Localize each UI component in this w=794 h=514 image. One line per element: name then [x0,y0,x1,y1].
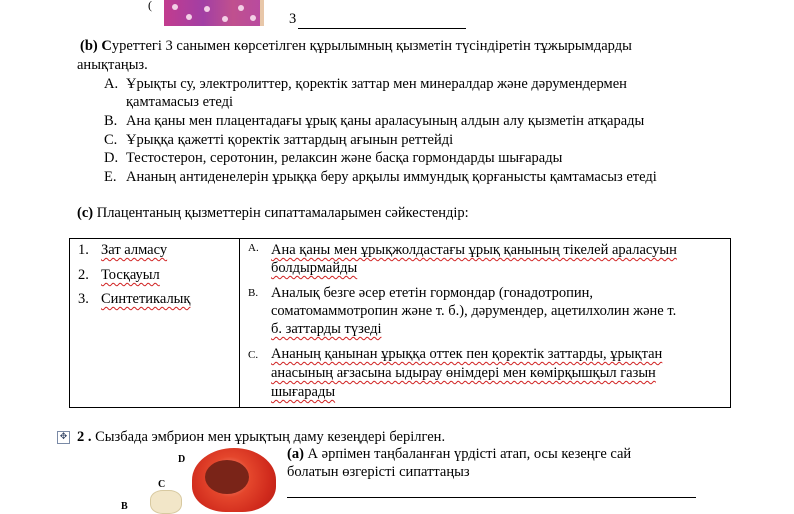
option-c-text: Ұрыққа қажетті қоректік заттардың ағынын реттейді [126,132,454,148]
option-b-text: Ана қаны мен плацентадағы ұрық қаны араласуының алдын алу қызметін атқарады [126,113,645,129]
right-item-c-line2: анасының ағзасына ыдырау өнімдері мен көмірқышқыл газын [271,365,656,381]
part-b-label: (b) [80,38,98,54]
matching-right-column [240,239,731,408]
matching-left-column [70,239,240,408]
sub-a-text-line1: А әрпімен таңбаланған үрдісті атап, осы кезеңге сай [307,446,632,462]
option-e-text: Ананың антиденелерін ұрыққа беру арқылы иммундық қорғанысты қамтамасыз етеді [126,169,657,185]
matching-table [69,238,731,408]
figure-label-b: B [121,501,128,512]
sub-a-line2: болатын өзгерісті сипаттаңыз [287,464,470,480]
part-b-prompt [80,38,632,55]
right-item-b-line2: соматомаммотропин және т. б.), дәрумендер, ацетилхолин және т. [271,303,677,319]
left-item-3-num: 3. [78,291,89,307]
thumbnail-mark: ( [148,0,152,12]
sub-a-line1 [287,446,631,463]
figure-thumbnail [164,0,262,26]
figure-label-d: D [178,454,186,465]
right-item-b-line3: б. заттарды түзеді [271,321,382,337]
option-d-text: Тестостерон, серотонин, релаксин және басқа гормондарды шығарады [126,150,563,166]
part-c-prompt [77,205,469,222]
option-d-letter: D. [104,150,119,166]
right-item-a-letter: A. [248,242,259,254]
option-b-letter: B. [104,113,118,129]
move-anchor-icon[interactable]: ✥ [57,431,70,444]
left-item-1-num: 1. [78,242,89,258]
option-e-letter: E. [104,169,117,185]
part-b-prompt-line2: анықтаңыз. [77,57,148,73]
question-2-text: Сызбада эмбрион мен ұрықтың даму кезеңдері берілген. [95,429,446,445]
left-item-2-num: 2. [78,267,89,283]
thumbnail-border [260,0,264,26]
option-c-letter: C. [104,132,118,148]
answer-blank-3[interactable] [298,28,466,29]
right-item-c-line3: шығарады [271,384,336,400]
left-item-3-text: Синтетикалық [101,291,191,307]
sub-a-label: (a) [287,446,304,462]
right-item-a-line1: Ана қаны мен ұрықжолдастағы ұрық қанының тікелей араласуын [271,242,677,258]
option-a-line2: қамтамасыз етеді [126,94,234,110]
part-b-prompt-line1: уреттегі 3 санымен көрсетілген құрылымның қызметін түсіндіретін тұжырымдарды [111,38,632,54]
answer-number: 3 [289,11,297,27]
left-item-2-text: Тосқауыл [101,267,160,283]
part-c-prompt-text: Плацентаның қызметтерін сипаттамаларымен сәйкестендір: [96,205,469,221]
right-item-c-letter: C. [248,349,259,361]
sub-a-answer-blank[interactable] [287,497,696,498]
right-item-b-letter: B. [248,287,259,299]
right-item-a-line2: болдырмайды [271,260,358,276]
embryo-image-c [150,490,182,514]
right-item-b-line1: Аналық безге әсер ететін гормондар (гонадотропин, [271,285,594,301]
question-2 [77,429,445,446]
right-item-c-line1: Ананың қанынан ұрыққа оттек пен қоректік заттарды, ұрықтан [271,346,663,362]
option-a-letter: A. [104,76,119,92]
part-b-lead: С [101,38,112,54]
left-item-1-text: Зат алмасу [101,242,168,258]
embryo-inner [205,460,249,494]
option-a-line1: Ұрықты су, электролиттер, қоректік заттар мен минералдар және дәрумендермен [126,76,627,92]
figure-label-c: C [158,479,166,490]
question-2-number: 2 . [77,429,92,445]
part-c-label: (c) [77,205,94,221]
